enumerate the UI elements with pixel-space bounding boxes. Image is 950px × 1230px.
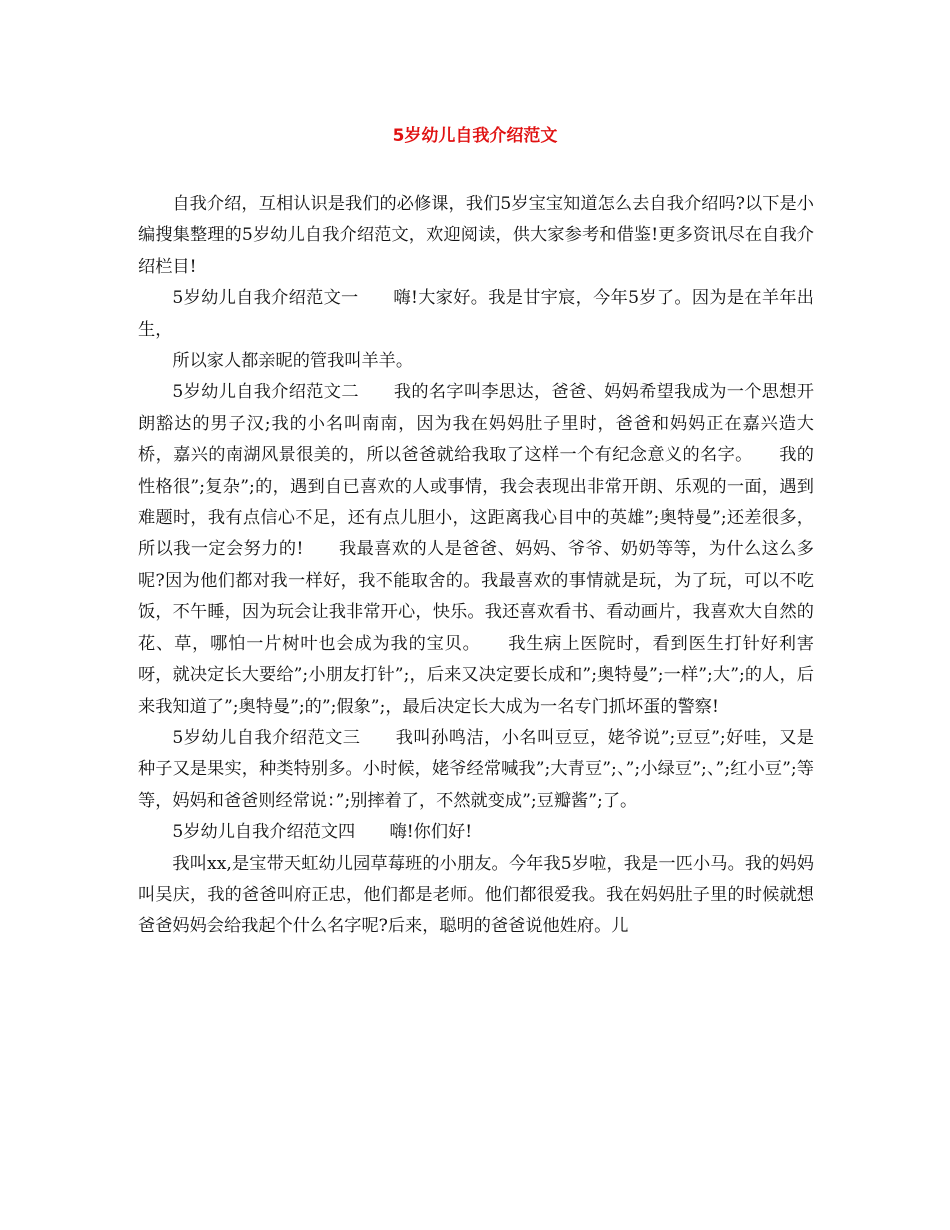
paragraph-sample-three: 5岁幼儿自我介绍范文三 我叫孙鸣洁，小名叫豆豆，姥爷说”;豆豆”;好哇，又是种子又是果实，种类特别多。小时候，姥爷经常喊我”;大青豆”;、”;小绿豆”;、”;红小豆”;等等，妈妈和爸爸则经常说：”;别摔着了，不然就变成”;豆瓣酱”;了。: [138, 727, 814, 811]
paragraph-sample-one-continued: 所以家人都亲昵的管我叫羊羊。: [172, 351, 414, 372]
paragraph-sample-four-continued: 我叫xx,是宝带天虹幼儿园草莓班的小朋友。今年我5岁啦，我是一匹小马。我的妈妈叫吴庆，我的爸爸叫府正忠，他们都是老师。他们都很爱我。我在妈妈肚子里的时候就想爸爸妈妈会给我起个什么名字呢?后来，聪明的爸爸说他姓府。儿: [138, 853, 814, 937]
paragraph-intro: 自我介绍，互相认识是我们的必修课，我们5岁宝宝知道怎么去自我介绍吗?以下是小编搜集整理的5岁幼儿自我介绍范文，欢迎阅读，供大家参考和借鉴!更多资讯尽在自我介绍栏目!: [138, 194, 814, 277]
document-body: [138, 189, 814, 943]
document-title: 5岁幼儿自我介绍范文: [392, 126, 558, 146]
paragraph-sample-one: 5岁幼儿自我介绍范文一 嗨!大家好。我是甘宇宸，今年5岁了。因为是在羊年出生，: [138, 288, 814, 340]
paragraph-sample-four: 5岁幼儿自我介绍范文四 嗨!你们好!: [172, 822, 473, 843]
paragraph-sample-two: 5岁幼儿自我介绍范文二 我的名字叫李思达，爸爸、妈妈希望我成为一个思想开朗豁达的男子汉;我的小名叫南南，因为我在妈妈肚子里时，爸爸和妈妈正在嘉兴造大桥，嘉兴的南湖风景很美的，所以爸爸就给我取了这样一个有纪念意义的名字。 我的性格很”;复杂”;的，遇到自已喜欢的人或事情，我会表现出非常开朗、乐观的一面，遇到难题时，我有点信心不足，还有点儿胆小，这距离我心目中的英雄”;奥特曼”;还差很多，所以我一定会努力的! 我最喜欢的人是爸爸、妈妈、爷爷、奶奶等等，为什么这么多呢?因为他们都对我一样好，我不能取舍的。我最喜欢的事情就是玩，为了玩，可以不吃饭，不午睡，因为玩会让我非常开心，快乐。我还喜欢看书、看动画片，我喜欢大自然的花、草，哪怕一片树叶也会成为我的宝贝。 我生病上医院时，看到医生打针好利害呀，就决定长大要给”;小朋友打针”;，后来又决定要长成和”;奥特曼”;一样”;大”;的人，后来我知道了”;奥特曼”;的”;假象”;，最后决定长大成为一名专门抓坏蛋的警察!: [138, 382, 814, 717]
